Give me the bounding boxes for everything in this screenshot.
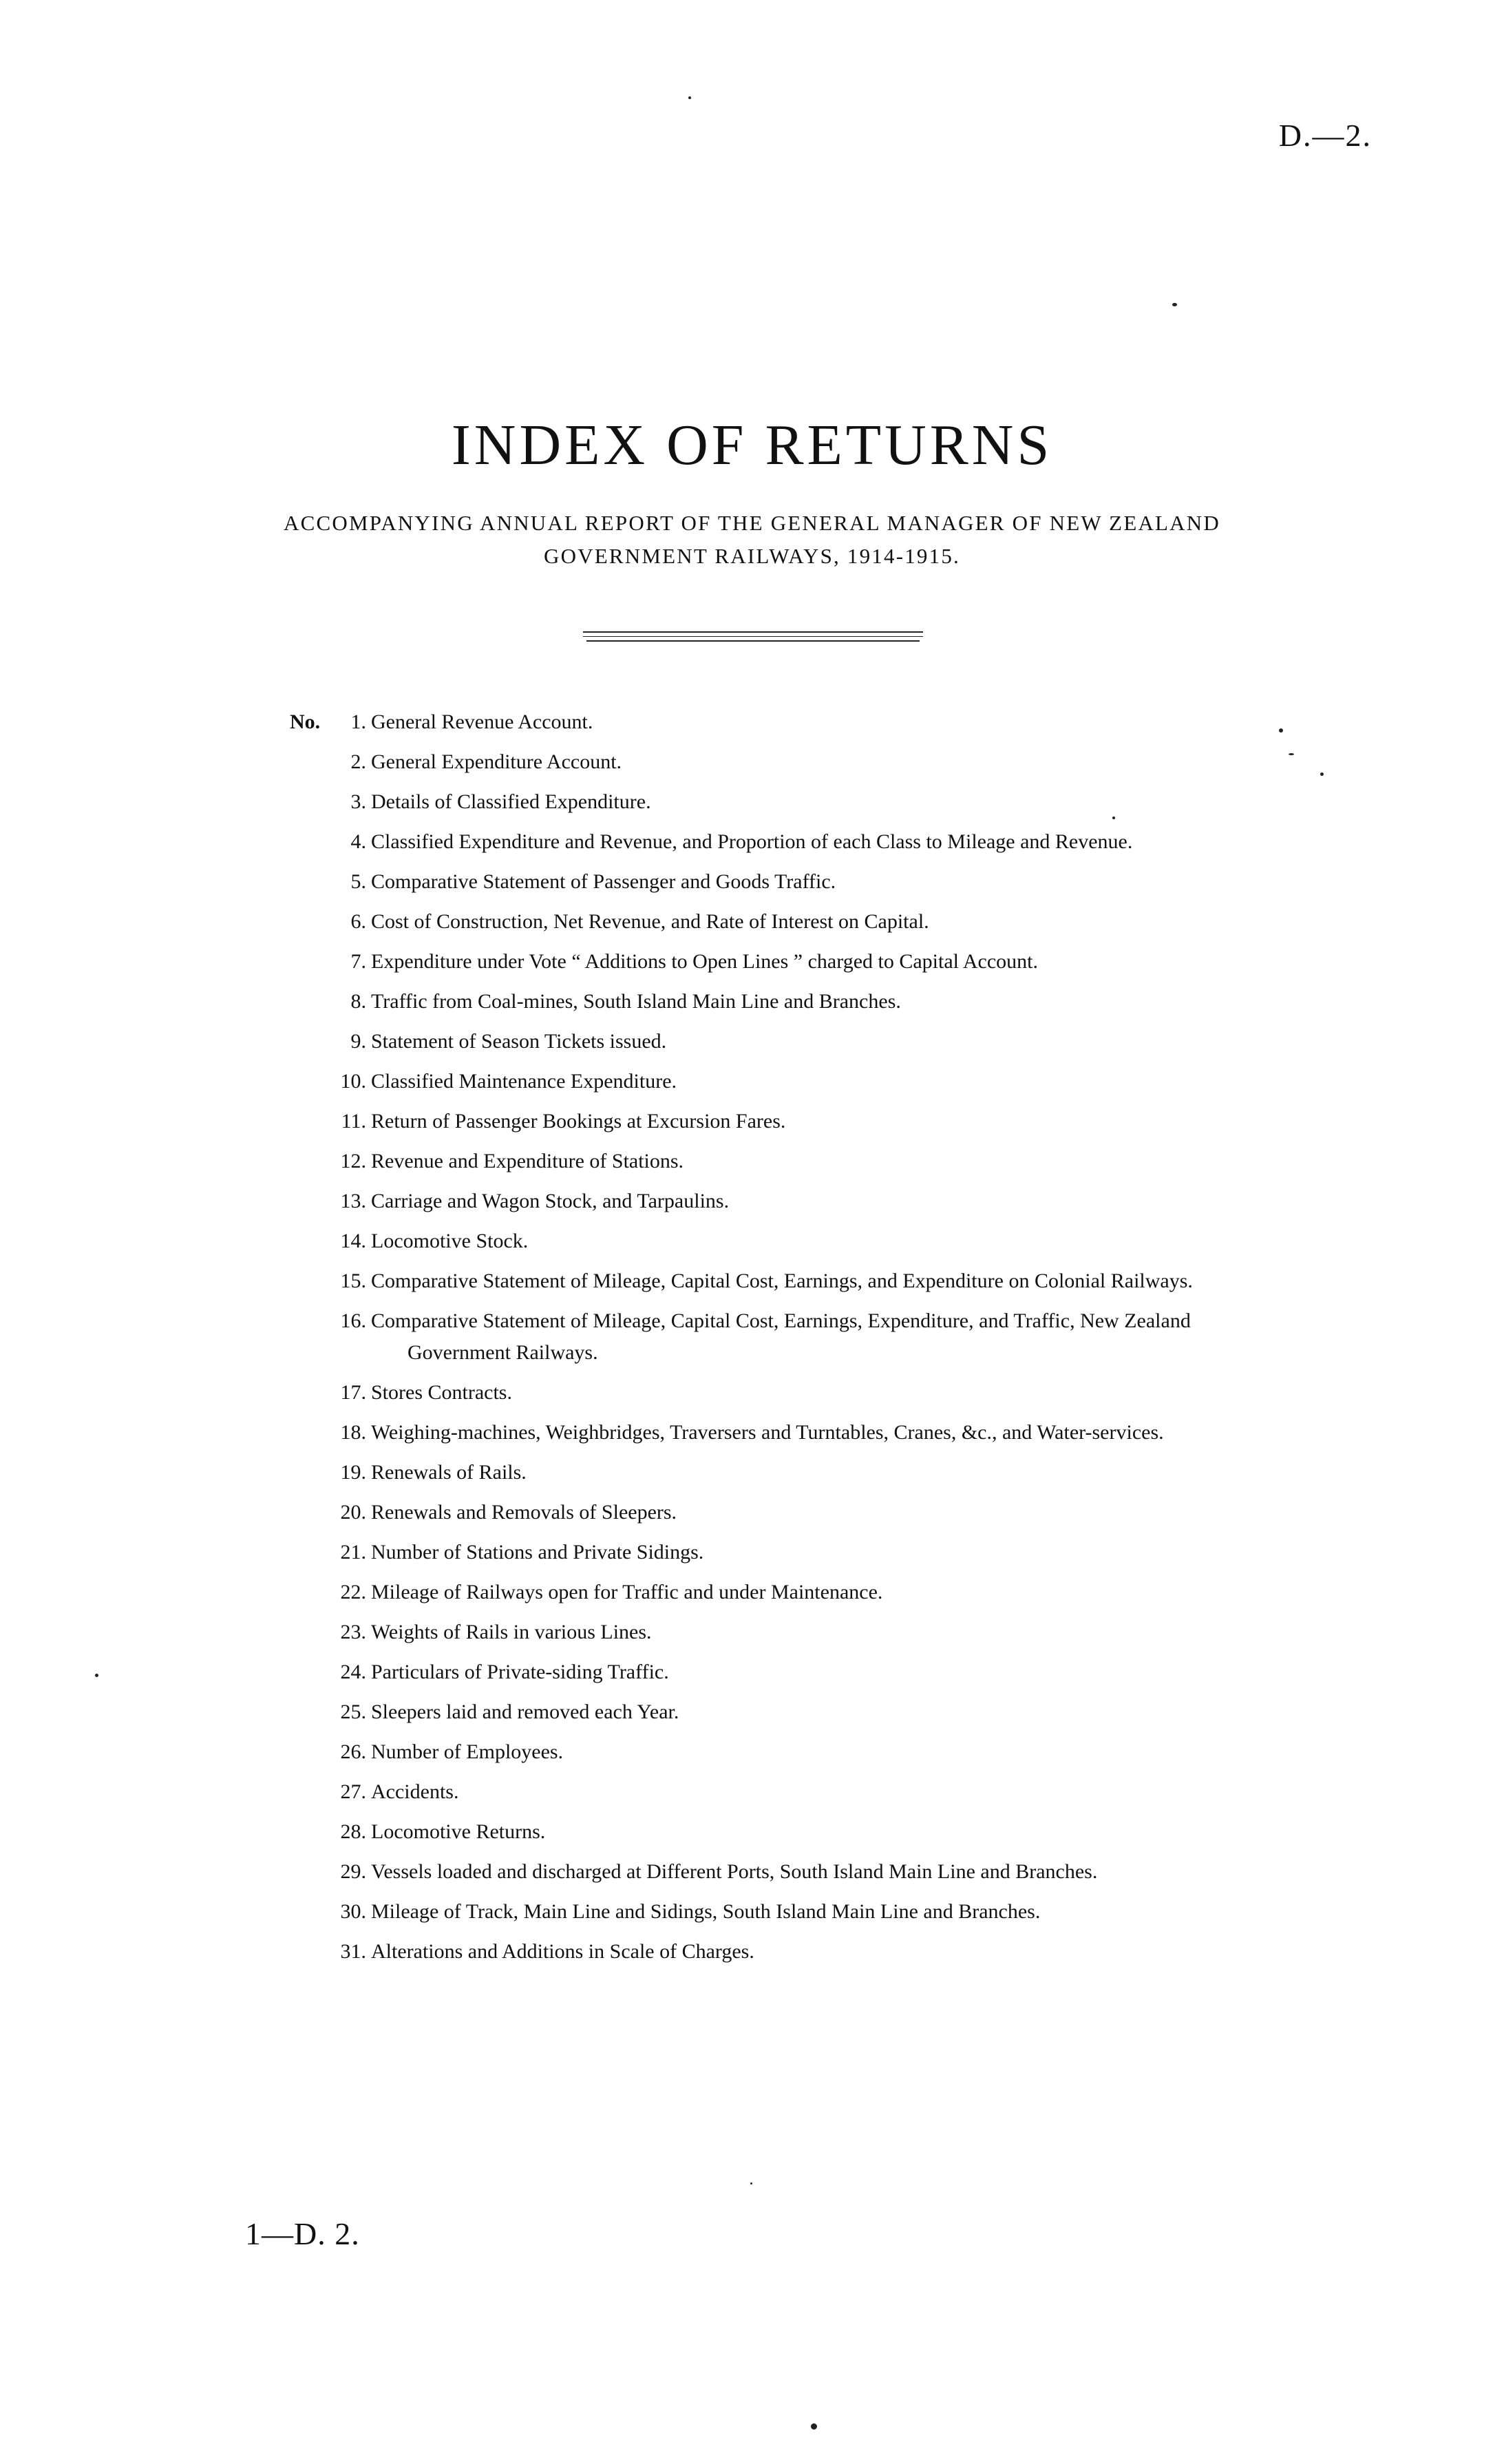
list-item-text-main: Locomotive Stock. (371, 1230, 529, 1252)
scan-speck (1172, 303, 1177, 306)
list-item-number: 29. (340, 1860, 366, 1883)
list-item-text (371, 1181, 1376, 1217)
page-ref: D.—2. (1278, 118, 1372, 153)
list-item-number: 9. (350, 1030, 366, 1053)
list-item-text-main: Classified Expenditure and Revenue, and Proportion of each Class to Mileage and Revenue. (371, 830, 1133, 853)
list-item (0, 1373, 1504, 1413)
list-item-text-main: Renewals and Removals of Sleepers. (371, 1501, 677, 1524)
list-item-text-main: Classified Maintenance Expenditure. (371, 1070, 677, 1093)
list-item-number: 7. (350, 950, 366, 973)
list-item-text (371, 702, 1376, 738)
title-rule (583, 631, 923, 633)
list-item-text (371, 742, 1376, 778)
list-item-text (371, 1062, 1376, 1097)
list-item-number: 4. (350, 830, 366, 853)
list-item (0, 782, 1504, 822)
list-item-text (371, 1261, 1376, 1297)
list-item-text (371, 1221, 1376, 1257)
list-item (0, 1301, 1504, 1373)
list-item (0, 1453, 1504, 1493)
list-item-text (371, 1932, 1376, 1968)
no-label: No. (290, 710, 321, 733)
returns-list (0, 702, 1504, 1972)
list-item-text (371, 1852, 1376, 1888)
list-item-text-main: Traffic from Coal-mines, South Island Main Line and Branches. (371, 990, 901, 1013)
list-item-text-main: Vessels loaded and discharged at Different Ports, South Island Main Line and Branches. (371, 1860, 1098, 1883)
list-item (0, 1533, 1504, 1572)
list-item-text-main: Revenue and Expenditure of Stations. (371, 1150, 684, 1172)
list-item (0, 1141, 1504, 1181)
list-item-text (371, 1301, 1376, 1369)
list-item-text-main: Number of Stations and Private Sidings. (371, 1541, 704, 1563)
list-item (0, 1572, 1504, 1612)
list-item-number: 20. (340, 1501, 366, 1524)
list-item (0, 902, 1504, 942)
list-item-number: 18. (340, 1421, 366, 1444)
list-item-text-main: Accidents. (371, 1780, 459, 1803)
list-item-number: 27. (340, 1780, 366, 1803)
list-item-number: 26. (340, 1740, 366, 1763)
list-item-text (371, 1732, 1376, 1768)
scan-speck (1289, 753, 1294, 755)
list-item (0, 1221, 1504, 1261)
list-item-number: 19. (340, 1461, 366, 1484)
list-item (0, 862, 1504, 902)
list-item (0, 1652, 1504, 1692)
list-item (0, 1181, 1504, 1221)
list-item-text-main: Expenditure under Vote “ Additions to Open Lines ” charged to Capital Account. (371, 950, 1038, 973)
list-item-text (371, 1533, 1376, 1568)
subtitle-line-2: GOVERNMENT RAILWAYS, 1914-1915. (544, 544, 960, 568)
list-item-number: 16. (340, 1309, 366, 1332)
list-item (0, 1772, 1504, 1812)
list-item (0, 742, 1504, 782)
list-item-text (371, 1812, 1376, 1848)
list-item-text (371, 1772, 1376, 1808)
list-item-text-main: Details of Classified Expenditure. (371, 790, 651, 813)
list-item-text-main: Mileage of Track, Main Line and Sidings, South Island Main Line and Branches. (371, 1900, 1041, 1923)
list-item-text (371, 982, 1376, 1018)
list-item-number: 6. (350, 910, 366, 933)
list-item (0, 942, 1504, 982)
list-item-number: 25. (340, 1700, 366, 1723)
list-item-number: 10. (340, 1070, 366, 1093)
list-item-text-main: Cost of Construction, Net Revenue, and Rate of Interest on Capital. (371, 910, 929, 933)
list-item-text (371, 1102, 1376, 1137)
list-item-number: 12. (340, 1150, 366, 1172)
scan-speck (688, 96, 691, 99)
list-item-text-main: Statement of Season Tickets issued. (371, 1030, 667, 1053)
list-item (0, 1493, 1504, 1533)
list-item (0, 1892, 1504, 1932)
list-item-text (371, 1652, 1376, 1688)
list-item (0, 1732, 1504, 1772)
subtitle-line-1: ACCOMPANYING ANNUAL REPORT OF THE GENERAL MANAGER OF NEW ZEALAND (284, 511, 1220, 535)
list-item-text-main: Stores Contracts. (371, 1381, 512, 1404)
list-item-number: 24. (340, 1661, 366, 1683)
list-item-number: 13. (340, 1190, 366, 1212)
list-item-text-main: General Expenditure Account. (371, 750, 622, 773)
list-item-text (371, 1413, 1376, 1449)
list-item-text-continuation: Government Railways. (407, 1341, 598, 1364)
list-item-text-main: Comparative Statement of Passenger and Goods Traffic. (371, 870, 836, 893)
list-item (0, 1812, 1504, 1852)
scan-speck (811, 2423, 817, 2430)
list-item (0, 1062, 1504, 1102)
list-item-number: 5. (350, 870, 366, 893)
list-item (0, 1852, 1504, 1892)
list-item (0, 1261, 1504, 1301)
scan-speck (95, 1674, 98, 1677)
list-item-text-main: Number of Employees. (371, 1740, 564, 1763)
title-rule (583, 636, 923, 637)
list-item-number: 21. (340, 1541, 366, 1563)
list-item-text (371, 1453, 1376, 1488)
list-item-number: 31. (340, 1940, 366, 1963)
list-item-number: 3. (350, 790, 366, 813)
list-item-text (371, 1612, 1376, 1648)
list-item-number: 2. (350, 750, 366, 773)
list-item (0, 1932, 1504, 1972)
subtitle (0, 507, 1504, 573)
list-item (0, 702, 1504, 742)
list-item-number: 1. (350, 710, 366, 733)
list-item (0, 1692, 1504, 1732)
footer-sheet-ref: 1—D. 2. (245, 2216, 360, 2251)
list-item-text-main: Weighing-machines, Weighbridges, Traversers and Turntables, Cranes, &c., and Water-services. (371, 1421, 1164, 1444)
list-item-text (371, 822, 1376, 858)
list-item-number: 11. (341, 1110, 366, 1133)
list-item-text-main: Carriage and Wagon Stock, and Tarpaulins. (371, 1190, 730, 1212)
list-item-number: 8. (350, 990, 366, 1013)
list-item-text-main: General Revenue Account. (371, 710, 593, 733)
list-item-text-main: Mileage of Railways open for Traffic and under Maintenance. (371, 1581, 883, 1603)
list-item-text-main: Alterations and Additions in Scale of Charges. (371, 1940, 754, 1963)
list-item (0, 1413, 1504, 1453)
list-item-text (371, 1141, 1376, 1177)
list-item-number: 28. (340, 1820, 366, 1843)
scan-speck (1279, 728, 1283, 733)
list-item-text-main: Locomotive Returns. (371, 1820, 546, 1843)
list-item-number: 23. (340, 1621, 366, 1643)
list-item-text (371, 1373, 1376, 1409)
list-item-text (371, 1572, 1376, 1608)
list-item-text-main: Weights of Rails in various Lines. (371, 1621, 652, 1643)
list-item-number: 17. (340, 1381, 366, 1404)
list-item (0, 822, 1504, 862)
list-item (0, 1102, 1504, 1141)
scan-speck (1112, 817, 1115, 819)
list-item (0, 1022, 1504, 1062)
title-rule (586, 640, 920, 642)
list-item (0, 982, 1504, 1022)
list-item-text (371, 1692, 1376, 1728)
list-item-text-main: Comparative Statement of Mileage, Capital Cost, Earnings, and Expenditure on Colonial Railways. (371, 1270, 1193, 1292)
list-item-number: 22. (340, 1581, 366, 1603)
list-item-text (371, 1493, 1376, 1528)
list-item-text (371, 1892, 1376, 1928)
scan-speck (1320, 772, 1324, 776)
page-title: INDEX OF RETURNS (451, 413, 1053, 477)
list-item-text-main: Renewals of Rails. (371, 1461, 527, 1484)
list-item-text-main: Particulars of Private-siding Traffic. (371, 1661, 669, 1683)
list-item-text (371, 1022, 1376, 1057)
list-item-number: 14. (340, 1230, 366, 1252)
list-item-text-main: Sleepers laid and removed each Year. (371, 1700, 679, 1723)
list-item (0, 1612, 1504, 1652)
list-item-text (371, 782, 1376, 818)
list-item-text (371, 942, 1376, 978)
list-item-number: 30. (340, 1900, 366, 1923)
list-item-text (371, 902, 1376, 938)
scan-speck (750, 2182, 752, 2184)
list-item-text (371, 862, 1376, 898)
list-item-text-main: Return of Passenger Bookings at Excursion Fares. (371, 1110, 786, 1133)
list-item-text-main: Comparative Statement of Mileage, Capital Cost, Earnings, Expenditure, and Traffic, New Zealand (371, 1309, 1191, 1332)
list-item-number: 15. (340, 1270, 366, 1292)
